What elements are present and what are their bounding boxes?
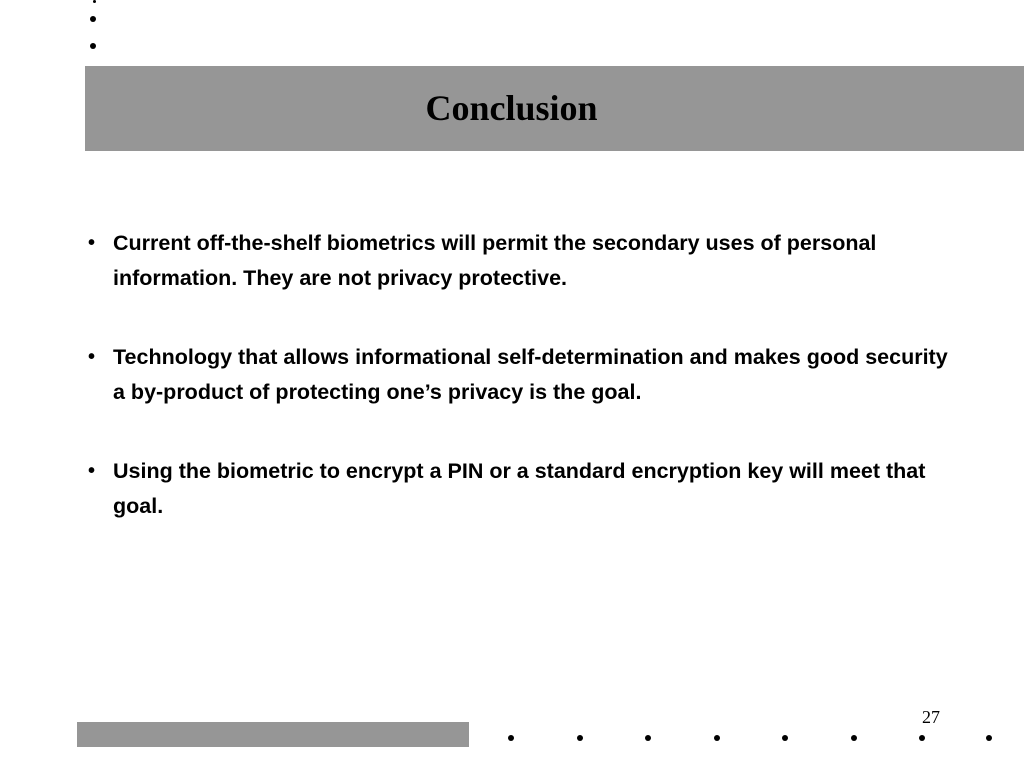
bullet-text: Technology that allows informational self-determination and makes good security a by-product of protecting one’s privacy is the goal.: [113, 345, 948, 404]
bullet-icon: •: [88, 232, 96, 254]
page-number: 27: [922, 707, 940, 727]
decorative-dot-footer: [782, 735, 788, 741]
decorative-dot-footer: [645, 735, 651, 741]
bullet-icon: •: [88, 460, 96, 482]
bullet-icon: •: [88, 346, 96, 368]
decorative-dot-top: [93, 0, 96, 3]
decorative-dot-footer: [919, 735, 925, 741]
decorative-dot-footer: [714, 735, 720, 741]
bullet-text: Current off-the-shelf biometrics will permit the secondary uses of personal information. They are not privacy protective.: [113, 231, 877, 290]
decorative-dot-top: [90, 43, 96, 49]
decorative-dot-footer: [851, 735, 857, 741]
footer-bar: [77, 722, 469, 747]
title-band: [85, 66, 1024, 151]
decorative-dot-footer: [508, 735, 514, 741]
slide-title: Conclusion: [425, 88, 598, 128]
decorative-dot-top: [90, 16, 96, 22]
decorative-dot-footer: [577, 735, 583, 741]
bullet-text: Using the biometric to encrypt a PIN or a standard encryption key will meet that goal.: [113, 459, 926, 518]
bullet-item: [88, 226, 948, 296]
bullet-list: [88, 226, 948, 568]
bullet-item: [88, 340, 948, 410]
bullet-item: [88, 454, 948, 524]
decorative-dot-footer: [986, 735, 992, 741]
